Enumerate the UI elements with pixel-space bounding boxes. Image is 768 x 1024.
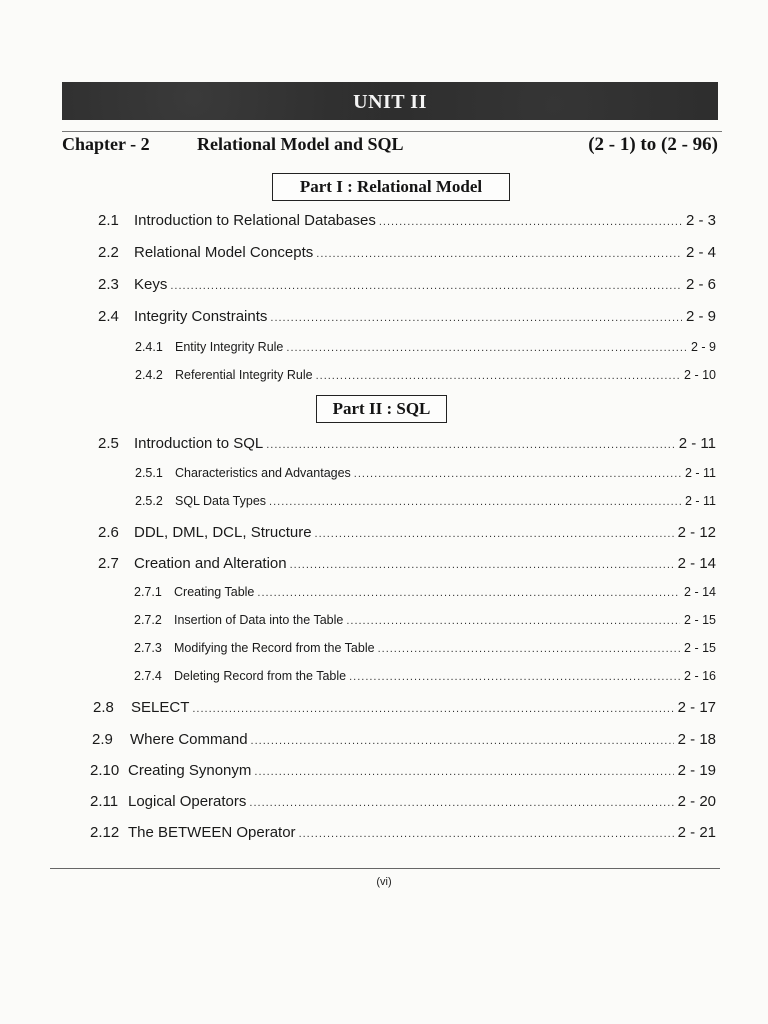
toc-page: 2 - 3 [685,212,716,229]
part-1-heading [272,173,510,201]
toc-page: 2 - 14 [684,585,716,599]
toc-title: Deleting Record from the Table [174,669,347,683]
toc-number: 2.5 [98,435,119,452]
toc-title: Modifying the Record from the Table [174,641,375,655]
toc-subentry [134,669,716,683]
toc-number: 2.9 [92,731,113,748]
unit-banner [62,82,718,120]
toc-entry [98,212,716,229]
toc-page: 2 - 15 [684,613,716,627]
toc-number: 2.4.2 [135,368,163,382]
toc-page: 2 - 4 [685,244,716,261]
toc-title: DDL, DML, DCL, Structure [134,524,312,541]
toc-title: Integrity Constraints [134,308,268,325]
toc-number: 2.4 [98,308,119,325]
toc-title: Where Command [130,731,248,748]
toc-title: Creating Synonym [128,762,252,779]
chapter-page-range: (2 - 1) to (2 - 96) [588,134,718,155]
toc-title: Logical Operators [128,793,247,810]
toc-leader-dots [266,439,675,451]
part-2-heading [316,395,447,423]
toc-title: Introduction to SQL [134,435,264,452]
toc-subentry [135,368,716,382]
toc-leader-dots [269,496,681,508]
toc-title: Keys [134,276,168,293]
toc-subentry [135,340,716,354]
toc-number: 2.7 [98,555,119,572]
toc-leader-dots [286,342,687,354]
toc-page: 2 - 19 [677,762,716,779]
toc-subentry [134,585,716,599]
toc-number: 2.11 [90,793,119,810]
chapter-title: Relational Model and SQL [197,134,404,154]
toc-entry [98,435,716,452]
toc-number: 2.7.1 [134,585,162,599]
toc-page: 2 - 21 [677,824,716,841]
toc-number: 2.2 [98,244,119,261]
toc-leader-dots [378,643,680,655]
toc-page: 2 - 20 [677,793,716,810]
toc-entry [98,244,716,261]
toc-subentry [134,641,716,655]
toc-number: 2.6 [98,524,119,541]
toc-number: 2.7.2 [134,613,162,627]
toc-number: 2.3 [98,276,119,293]
toc-title: SQL Data Types [175,494,267,508]
toc-subentry [135,494,716,508]
toc-leader-dots [349,671,680,683]
toc-number: 2.10 [90,762,120,779]
toc-entry [98,276,716,293]
toc-leader-dots [354,468,681,480]
toc-page: 2 - 15 [684,641,716,655]
toc-number: 2.7.4 [134,669,162,683]
toc-leader-dots [316,248,682,260]
toc-entry [90,824,716,841]
toc-entry [98,524,716,541]
toc-page: 2 - 11 [678,435,716,452]
toc-number: 2.12 [90,824,120,841]
toc-number: 2.5.1 [135,466,163,480]
toc-entry [93,699,716,716]
part-2-title: Part II : SQL [332,399,431,418]
page-number: (vi) [376,876,392,888]
toc-number: 2.5.2 [135,494,163,508]
toc-title: Referential Integrity Rule [175,368,313,382]
unit-title: UNIT II [353,91,427,113]
toc-page: 2 - 11 [684,494,716,508]
toc-number: 2.1 [98,212,119,229]
toc-number: 2.7.3 [134,641,162,655]
toc-page: 2 - 16 [684,669,716,683]
toc-leader-dots [254,766,673,778]
toc-page: 2 - 11 [684,466,716,480]
toc-page: 2 - 17 [677,699,716,716]
toc-title: Entity Integrity Rule [175,340,284,354]
toc-title: Creating Table [174,585,255,599]
toc-entry [92,731,716,748]
chapter-header [62,134,718,158]
toc-page: 2 - 18 [677,731,716,748]
toc-entry [98,308,716,325]
toc-leader-dots [379,216,682,228]
toc-leader-dots [251,735,674,747]
toc-title: The BETWEEN Operator [128,824,296,841]
toc-leader-dots [170,280,682,292]
toc-leader-dots [257,587,680,599]
toc-entry [98,555,716,572]
toc-title: Relational Model Concepts [134,244,314,261]
toc-title: Creation and Alteration [134,555,287,572]
toc-title: Characteristics and Advantages [175,466,351,480]
toc-leader-dots [290,559,674,571]
toc-page: 2 - 14 [677,555,716,572]
toc-number: 2.8 [93,699,114,716]
toc-leader-dots [346,615,680,627]
toc-page: 2 - 9 [690,340,716,354]
toc-entry [90,793,716,810]
top-rule [62,131,722,132]
toc-subentry [135,466,716,480]
toc-leader-dots [316,370,680,382]
toc-entry [90,762,716,779]
toc-number: 2.4.1 [135,340,163,354]
toc-leader-dots [270,312,682,324]
toc-title: SELECT [131,699,190,716]
bottom-rule [50,868,720,869]
toc-leader-dots [299,828,674,840]
part-1-title: Part I : Relational Model [299,177,483,196]
chapter-label: Chapter - 2 [62,134,150,154]
toc-title: Insertion of Data into the Table [174,613,344,627]
toc-leader-dots [192,703,673,715]
toc-page: 2 - 6 [685,276,716,293]
toc-page: 2 - 9 [685,308,716,325]
toc-page: 2 - 10 [684,368,716,382]
toc-leader-dots [315,528,674,540]
toc-leader-dots [249,797,673,809]
toc-subentry [134,613,716,627]
toc-page: 2 - 12 [677,524,716,541]
toc-title: Introduction to Relational Databases [134,212,376,229]
